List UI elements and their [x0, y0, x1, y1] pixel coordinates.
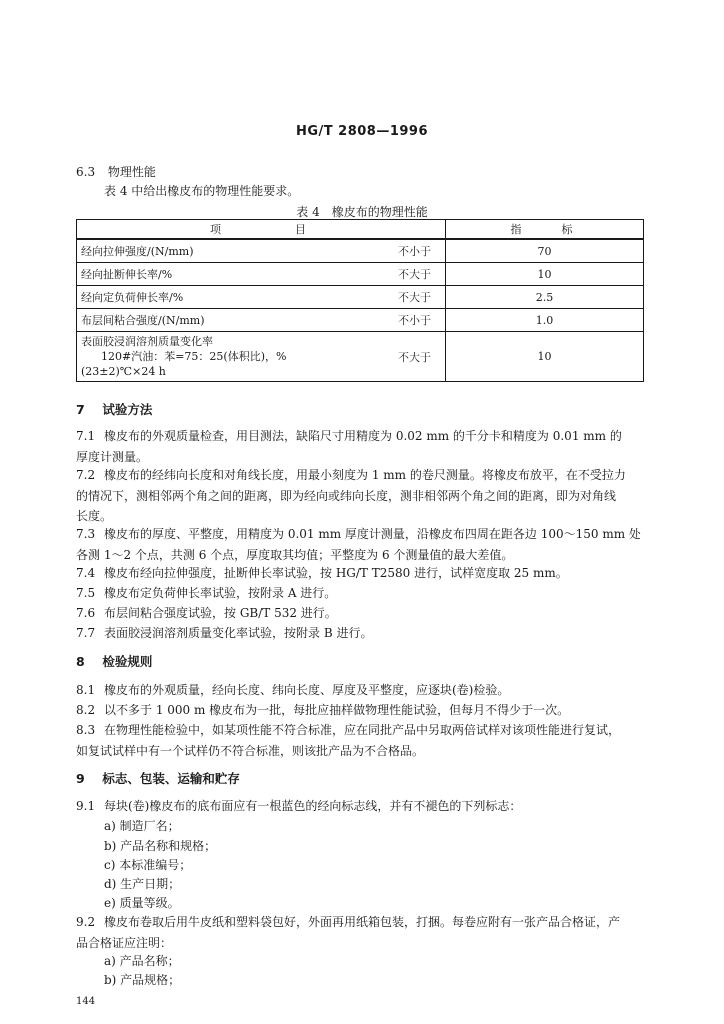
clause-number: 7.7	[76, 626, 96, 640]
section-title: 标志、包装、运输和贮存	[102, 771, 240, 786]
section-number: 7	[76, 402, 85, 417]
clause-text: 橡皮布的外观质量检查，用目测法，缺陷尺寸用精度为 0.02 mm 的千分卡和精度为 0.01 mm 的	[104, 429, 622, 443]
clause-7-5	[76, 583, 646, 604]
property-value: 10	[446, 263, 644, 286]
clause-7-1	[76, 426, 646, 467]
list-item: a) 制造厂名；	[104, 819, 180, 833]
property-condition: 不小于	[375, 309, 446, 332]
clause-number: 8.3	[76, 723, 96, 737]
clause-number: 7.6	[76, 606, 96, 620]
clause-number: 7.5	[76, 586, 96, 600]
property-condition: 不小于	[375, 239, 446, 263]
section-title: 物理性能	[107, 165, 156, 179]
table-row	[77, 239, 644, 263]
property-name-line1: 表面胶浸润溶剂质量变化率	[81, 335, 213, 348]
property-condition: 不大于	[375, 332, 446, 382]
clause-text-cont: 各测 1～2 个点，共测 6 个点，厚度取其均值；平整度为 6 个测量值的最大差值。	[76, 547, 514, 562]
section-number: 6.3	[76, 165, 96, 179]
clause-7-4	[76, 563, 646, 584]
column-header-item: 项 目	[77, 220, 446, 240]
page-header: HG/T 2808—1996	[295, 124, 429, 139]
list-item: c) 本标准编号；	[104, 858, 192, 872]
column-header-value: 指 标	[446, 220, 644, 240]
clause-9-2	[76, 912, 646, 953]
clause-8-3	[76, 720, 646, 761]
clause-number: 7.2	[76, 468, 96, 482]
clause-text-cont: 的情况下，测相邻两个角之间的距离，即为经向或纬向长度，测非相邻两个角之间的距离，即为对角线	[76, 488, 617, 503]
property-name: 经向扯断伸长率/%	[77, 263, 376, 286]
clause-text: 橡皮布的厚度、平整度，用精度为 0.01 mm 厚度计测量，沿橡皮布四周在距各边 100～150 mm 处	[104, 527, 641, 541]
property-name: 经向定负荷伸长率/%	[77, 286, 376, 309]
section-9-heading	[76, 771, 240, 787]
clause-7-2	[76, 465, 646, 527]
table-row	[77, 309, 644, 332]
property-value: 1.0	[446, 309, 644, 332]
clause-text: 表面胶浸润溶剂质量变化率试验，按附录 B 进行。	[104, 626, 373, 640]
section-number: 9	[76, 771, 85, 786]
section-title: 检验规则	[102, 654, 153, 669]
clause-8-2	[76, 700, 646, 721]
property-name-line2: 120#汽油：苯=75：25(体积比)，%	[101, 350, 287, 363]
property-condition: 不大于	[375, 286, 446, 309]
list-item: d) 生产日期；	[104, 877, 181, 891]
property-name-line3: (23±2)℃×24 h	[81, 365, 166, 378]
section-6-3-intro: 表 4 中给出橡皮布的物理性能要求。	[104, 184, 300, 198]
property-condition: 不大于	[375, 263, 446, 286]
clause-number: 7.4	[76, 566, 96, 580]
table-header-row	[77, 220, 644, 240]
clause-text: 布层间粘合强度试验，按 GB/T 532 进行。	[104, 606, 337, 620]
table-row	[77, 263, 644, 286]
property-name-multiline	[77, 332, 376, 382]
clause-text-cont: 品合格证应注明：	[76, 935, 173, 950]
clause-number: 7.3	[76, 527, 96, 541]
clause-text: 橡皮布的经纬向长度和对角线长度，用最小刻度为 1 mm 的卷尺测量。将橡皮布放平，在不受拉力	[104, 468, 626, 482]
list-item: a) 产品名称；	[104, 954, 180, 968]
clause-number: 8.2	[76, 703, 96, 717]
clause-number: 9.1	[76, 799, 96, 813]
property-value: 10	[446, 332, 644, 382]
clause-text-cont: 厚度计测量。	[76, 449, 149, 464]
section-7-heading	[76, 402, 152, 418]
section-number: 8	[76, 654, 85, 669]
clause-text: 橡皮布卷取后用牛皮纸和塑料袋包好，外面再用纸箱包装，打捆。每卷应附有一张产品合格证，产	[104, 915, 621, 929]
table-row	[77, 286, 644, 309]
section-title: 试验方法	[102, 402, 153, 417]
clause-number: 8.1	[76, 683, 96, 697]
page-number: 144	[76, 996, 96, 1007]
clause-text: 在物理性能检验中，如某项性能不符合标准，应在同批产品中另取两倍试样对该项性能进行复试，	[104, 723, 621, 737]
property-value: 2.5	[446, 286, 644, 309]
section-6-3-heading	[76, 164, 156, 180]
physical-properties-table	[76, 219, 644, 382]
clause-text: 以不多于 1 000 m 橡皮布为一批，每批应抽样做物理性能试验，但每月不得少于一次。	[104, 703, 570, 717]
clause-text-cont2: 长度。	[76, 509, 113, 523]
clause-number: 7.1	[76, 429, 96, 443]
section-8-heading	[76, 654, 152, 670]
clause-9-1	[76, 796, 646, 817]
clause-7-3	[76, 524, 646, 565]
clause-text-cont: 如复试试样中有一个试样仍不符合标准，则该批产品为不合格品。	[76, 743, 425, 758]
list-item: b) 产品规格；	[104, 973, 181, 987]
clause-8-1	[76, 680, 646, 701]
clause-7-7	[76, 623, 646, 644]
property-name: 布层间粘合强度/(N/mm)	[77, 309, 376, 332]
list-item: e) 质量等级。	[104, 896, 180, 910]
table-row	[77, 332, 644, 382]
list-item: b) 产品名称和规格；	[104, 839, 217, 853]
clause-number: 9.2	[76, 915, 96, 929]
property-value: 70	[446, 239, 644, 263]
table-caption: 表 4 橡皮布的物理性能	[296, 205, 428, 219]
clause-text: 橡皮布经向拉伸强度，扯断伸长率试验，按 HG/T T2580 进行，试样宽度取 25 mm。	[104, 566, 568, 580]
clause-text: 橡皮布定负荷伸长率试验，按附录 A 进行。	[104, 586, 337, 600]
clause-text: 每块(卷)橡皮布的底布面应有一根蓝色的经向标志线，并有不褪色的下列标志：	[104, 799, 522, 813]
clause-text: 橡皮布的外观质量，经向长度、纬向长度、厚度及平整度，应逐块(卷)检验。	[104, 683, 510, 697]
property-name: 经向拉伸强度/(N/mm)	[77, 239, 376, 263]
clause-7-6	[76, 603, 646, 624]
